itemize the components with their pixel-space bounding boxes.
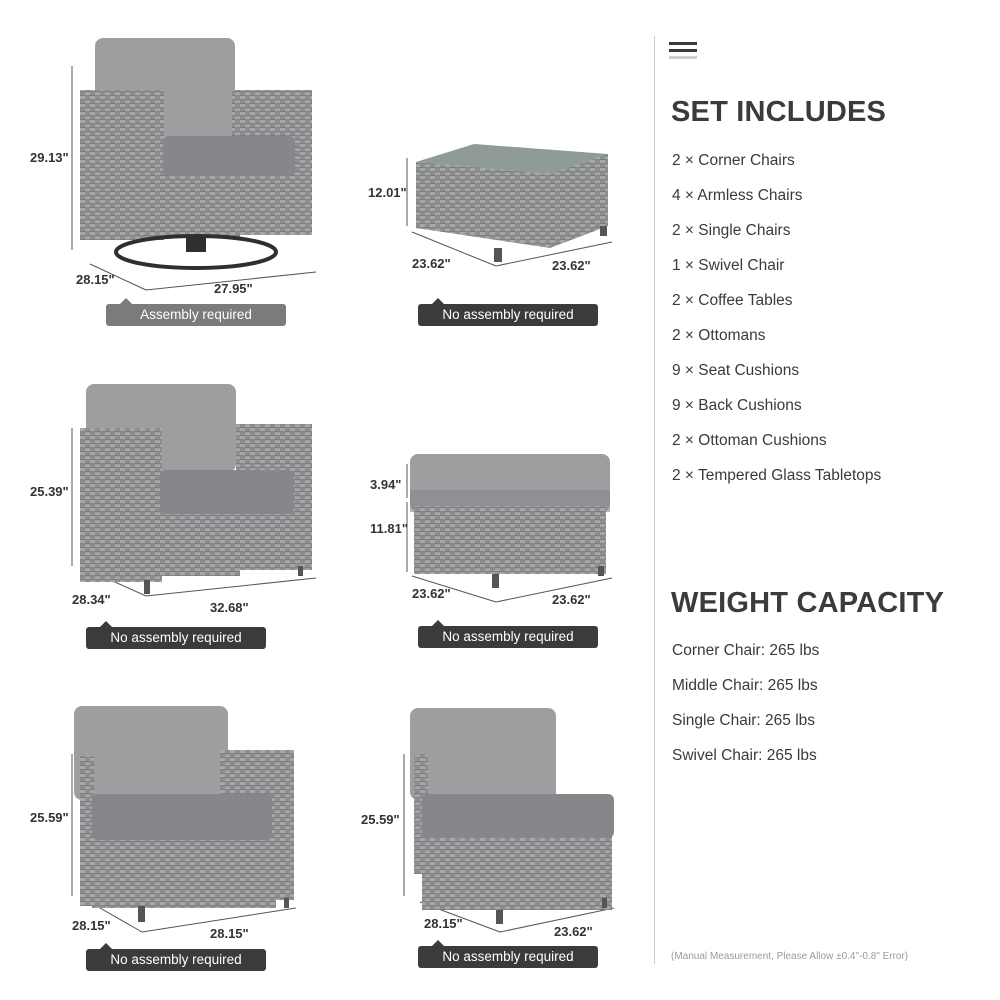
weight-capacity-title: WEIGHT CAPACITY [671,587,945,619]
measurement-footnote: (Manual Measurement, Please Allow ±0.4"-0.8" Error) [671,951,909,962]
single-chair-height: 25.39" [30,484,69,499]
set-includes-list [672,152,881,502]
set-includes-item: 2 × Corner Chairs [672,152,795,169]
ottoman-depth: 23.62" [412,586,451,601]
ottoman-image [330,340,640,670]
coffee-table-assembly-badge: No assembly required [418,304,598,326]
single-chair-assembly-badge: No assembly required [86,627,266,649]
set-includes-item: 1 × Swivel Chair [672,257,785,274]
set-includes-item: 9 × Seat Cushions [672,362,800,379]
weight-capacity-item: Swivel Chair: 265 lbs [672,747,817,764]
ottoman-assembly-badge: No assembly required [418,626,598,648]
set-includes-item: 4 × Armless Chairs [672,187,803,204]
single-chair-depth: 28.34" [72,592,111,607]
product-ottoman [330,340,640,670]
armless-chair-width: 23.62" [554,924,593,939]
ottoman-base-height: 11.81" [370,521,408,536]
swivel-chair-depth: 28.15" [76,272,115,287]
product-single-chair [0,340,330,670]
swivel-chair-assembly-badge: Assembly required [106,304,286,326]
armless-chair-depth: 28.15" [424,916,463,931]
set-includes-item: 2 × Coffee Tables [672,292,793,309]
swivel-chair-image [0,0,330,340]
set-includes-item: 2 × Ottomans [672,327,766,344]
weight-capacity-item: Corner Chair: 265 lbs [672,642,820,659]
weight-capacity-item: Middle Chair: 265 lbs [672,677,818,694]
swivel-chair-height: 29.13" [30,150,69,165]
weight-capacity-list [672,642,819,782]
armless-chair-height: 25.59" [361,812,400,827]
set-includes-item: 2 × Ottoman Cushions [672,432,827,449]
menu-icon [669,42,697,64]
corner-chair-depth: 28.15" [72,918,111,933]
corner-chair-assembly-badge: No assembly required [86,949,266,971]
coffee-table-image [330,0,640,340]
set-includes-title: SET INCLUDES [671,96,887,128]
set-includes-item: 9 × Back Cushions [672,397,802,414]
set-includes-item: 2 × Tempered Glass Tabletops [672,467,882,484]
coffee-table-height: 12.01" [368,185,407,200]
swivel-chair-width: 27.95" [214,281,253,296]
coffee-table-depth: 23.62" [412,256,451,271]
weight-capacity-item: Single Chair: 265 lbs [672,712,816,729]
ottoman-cushion-height: 3.94" [370,477,402,492]
column-divider [654,36,655,964]
armless-chair-assembly-badge: No assembly required [418,946,598,968]
product-swivel-chair [0,0,330,340]
coffee-table-width: 23.62" [552,258,591,273]
set-includes-item: 2 × Single Chairs [672,222,791,239]
product-corner-chair [0,670,330,1000]
product-armless-chair [330,670,640,1000]
corner-chair-height: 25.59" [30,810,69,825]
product-coffee-table [330,0,640,340]
single-chair-width: 32.68" [210,600,249,615]
single-chair-image [0,340,330,670]
ottoman-width: 23.62" [552,592,591,607]
corner-chair-width: 28.15" [210,926,249,941]
